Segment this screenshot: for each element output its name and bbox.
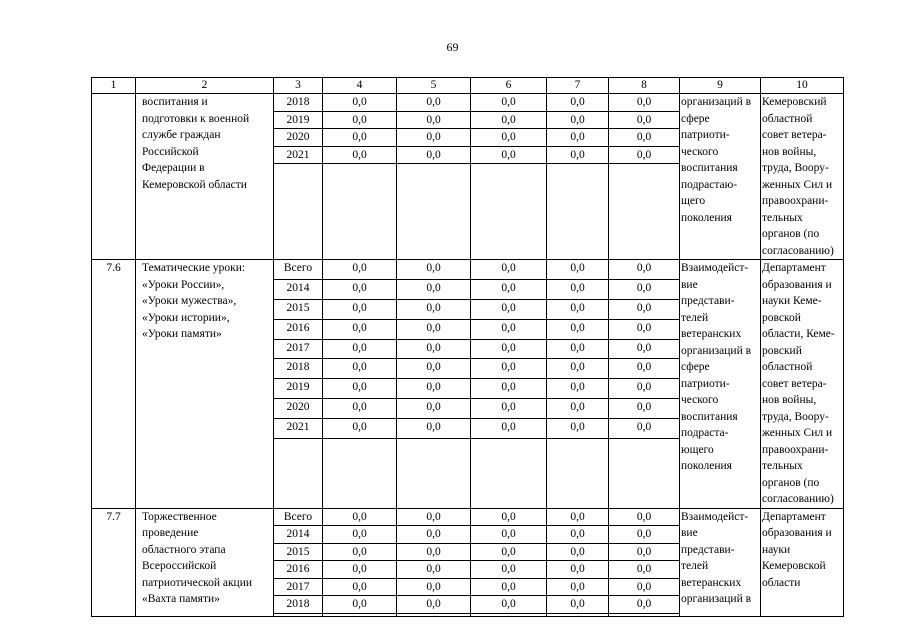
header-cell: 7 (547, 78, 609, 94)
year-cell: 2021 (274, 146, 323, 164)
value-cell: 0,0 (471, 111, 547, 129)
value-cell: 0,0 (323, 94, 397, 112)
empty-cell (274, 613, 323, 616)
value-cell: 0,0 (609, 596, 680, 614)
value-cell: 0,0 (547, 279, 609, 299)
indicator-cell: Взаимодейст- вие представи- телей ветеранских организаций в сфере патриоти- ческого воспитания подраста- ющего поколения (680, 260, 761, 509)
table-row (92, 260, 844, 280)
header-cell: 1 (92, 78, 136, 94)
program-table (91, 77, 844, 617)
item-title: воспитания и подготовки к военной службе граждан Российской Федерации в Кемеровской области (136, 94, 274, 260)
header-cell: 6 (471, 78, 547, 94)
value-cell: 0,0 (323, 543, 397, 561)
value-cell: 0,0 (397, 129, 471, 147)
value-cell: 0,0 (547, 111, 609, 129)
value-cell: 0,0 (323, 526, 397, 544)
value-cell: 0,0 (471, 561, 547, 579)
item-number: 7.6 (92, 260, 136, 509)
value-cell: 0,0 (397, 543, 471, 561)
value-cell: 0,0 (547, 596, 609, 614)
table-row (92, 94, 844, 112)
value-cell: 0,0 (323, 379, 397, 399)
value-cell: 0,0 (547, 260, 609, 280)
value-cell: 0,0 (471, 260, 547, 280)
value-cell: 0,0 (471, 526, 547, 544)
year-cell: Всего (274, 508, 323, 526)
value-cell: 0,0 (397, 299, 471, 319)
value-cell: 0,0 (397, 146, 471, 164)
value-cell: 0,0 (547, 561, 609, 579)
value-cell: 0,0 (471, 94, 547, 112)
item-title: Торжественное проведение областного этапа Всероссийской патриотической акции «Вахта памяти» (136, 508, 274, 616)
year-cell: 2017 (274, 578, 323, 596)
value-cell: 0,0 (471, 543, 547, 561)
value-cell: 0,0 (323, 319, 397, 339)
value-cell: 0,0 (323, 508, 397, 526)
empty-cell (471, 613, 547, 616)
year-cell: 2019 (274, 379, 323, 399)
value-cell: 0,0 (323, 578, 397, 596)
empty-cell (323, 613, 397, 616)
header-cell: 5 (397, 78, 471, 94)
year-cell: 2014 (274, 526, 323, 544)
value-cell: 0,0 (547, 508, 609, 526)
item-title: Тематические уроки: «Уроки России», «Уроки мужества», «Уроки истории», «Уроки памяти» (136, 260, 274, 509)
value-cell: 0,0 (609, 339, 680, 359)
value-cell: 0,0 (323, 260, 397, 280)
header-cell: 3 (274, 78, 323, 94)
empty-cell (397, 439, 471, 508)
value-cell: 0,0 (323, 596, 397, 614)
value-cell: 0,0 (397, 561, 471, 579)
header-cell: 9 (680, 78, 761, 94)
header-cell: 8 (609, 78, 680, 94)
value-cell: 0,0 (323, 299, 397, 319)
value-cell: 0,0 (323, 399, 397, 419)
value-cell: 0,0 (547, 399, 609, 419)
value-cell: 0,0 (397, 379, 471, 399)
year-cell: 2016 (274, 561, 323, 579)
year-cell: 2018 (274, 596, 323, 614)
empty-cell (471, 164, 547, 260)
year-cell: 2017 (274, 339, 323, 359)
year-cell: 2018 (274, 94, 323, 112)
value-cell: 0,0 (609, 561, 680, 579)
value-cell: 0,0 (609, 279, 680, 299)
value-cell: 0,0 (471, 578, 547, 596)
value-cell: 0,0 (609, 146, 680, 164)
value-cell: 0,0 (609, 543, 680, 561)
responsible-cell: Департамент образования и науки Кемеровской области (761, 508, 844, 616)
value-cell: 0,0 (397, 279, 471, 299)
value-cell: 0,0 (397, 399, 471, 419)
year-cell: 2016 (274, 319, 323, 339)
value-cell: 0,0 (547, 129, 609, 147)
value-cell: 0,0 (471, 129, 547, 147)
year-cell: 2020 (274, 129, 323, 147)
empty-cell (274, 164, 323, 260)
value-cell: 0,0 (323, 146, 397, 164)
value-cell: 0,0 (609, 526, 680, 544)
item-number (92, 94, 136, 260)
empty-cell (547, 613, 609, 616)
page-number: 69 (446, 40, 459, 54)
empty-cell (609, 439, 680, 508)
value-cell: 0,0 (609, 379, 680, 399)
empty-cell (547, 164, 609, 260)
value-cell: 0,0 (471, 299, 547, 319)
value-cell: 0,0 (609, 111, 680, 129)
empty-cell (323, 164, 397, 260)
year-cell: 2019 (274, 111, 323, 129)
column-number-row (92, 78, 844, 94)
value-cell: 0,0 (323, 359, 397, 379)
year-cell: 2018 (274, 359, 323, 379)
value-cell: 0,0 (609, 260, 680, 280)
value-cell: 0,0 (397, 339, 471, 359)
value-cell: 0,0 (609, 359, 680, 379)
value-cell: 0,0 (547, 299, 609, 319)
value-cell: 0,0 (397, 526, 471, 544)
item-number: 7.7 (92, 508, 136, 616)
value-cell: 0,0 (323, 129, 397, 147)
value-cell: 0,0 (609, 299, 680, 319)
responsible-cell: Департамент образования и науки Кеме- ровской области, Кеме- ровский областной совет ветера- нов войны, труда, Воору- женных Сил и правоохрани- тельных органов (по согласованию) (761, 260, 844, 509)
value-cell: 0,0 (471, 319, 547, 339)
empty-cell (274, 439, 323, 508)
value-cell: 0,0 (609, 419, 680, 439)
value-cell: 0,0 (547, 146, 609, 164)
year-cell: 2015 (274, 543, 323, 561)
value-cell: 0,0 (323, 111, 397, 129)
year-cell: 2015 (274, 299, 323, 319)
value-cell: 0,0 (547, 526, 609, 544)
value-cell: 0,0 (397, 578, 471, 596)
value-cell: 0,0 (471, 596, 547, 614)
value-cell: 0,0 (609, 508, 680, 526)
value-cell: 0,0 (547, 419, 609, 439)
value-cell: 0,0 (609, 399, 680, 419)
value-cell: 0,0 (547, 543, 609, 561)
value-cell: 0,0 (471, 508, 547, 526)
value-cell: 0,0 (547, 319, 609, 339)
value-cell: 0,0 (547, 94, 609, 112)
empty-cell (397, 164, 471, 260)
empty-cell (609, 613, 680, 616)
value-cell: 0,0 (471, 339, 547, 359)
value-cell: 0,0 (323, 561, 397, 579)
year-cell: 2021 (274, 419, 323, 439)
value-cell: 0,0 (471, 419, 547, 439)
value-cell: 0,0 (471, 279, 547, 299)
value-cell: 0,0 (609, 578, 680, 596)
empty-cell (323, 439, 397, 508)
header-cell: 10 (761, 78, 844, 94)
empty-cell (609, 164, 680, 260)
responsible-cell: Кемеровский областной совет ветера- нов войны, труда, Воору- женных Сил и правоохрани- тельных органов (по согласованию) (761, 94, 844, 260)
value-cell: 0,0 (547, 359, 609, 379)
value-cell: 0,0 (323, 419, 397, 439)
value-cell: 0,0 (471, 379, 547, 399)
value-cell: 0,0 (397, 359, 471, 379)
value-cell: 0,0 (397, 508, 471, 526)
value-cell: 0,0 (609, 129, 680, 147)
table-row (92, 508, 844, 526)
value-cell: 0,0 (397, 94, 471, 112)
value-cell: 0,0 (547, 339, 609, 359)
indicator-cell: Взаимодейст- вие представи- телей ветеранских организаций в (680, 508, 761, 616)
value-cell: 0,0 (397, 260, 471, 280)
year-cell: 2014 (274, 279, 323, 299)
year-cell: Всего (274, 260, 323, 280)
year-cell: 2020 (274, 399, 323, 419)
indicator-cell: организаций в сфере патриоти- ческого воспитания подрастаю- щего поколения (680, 94, 761, 260)
header-cell: 4 (323, 78, 397, 94)
value-cell: 0,0 (323, 279, 397, 299)
value-cell: 0,0 (397, 596, 471, 614)
value-cell: 0,0 (471, 146, 547, 164)
value-cell: 0,0 (547, 578, 609, 596)
value-cell: 0,0 (547, 379, 609, 399)
value-cell: 0,0 (471, 359, 547, 379)
header-cell: 2 (136, 78, 274, 94)
value-cell: 0,0 (471, 399, 547, 419)
value-cell: 0,0 (397, 111, 471, 129)
empty-cell (547, 439, 609, 508)
value-cell: 0,0 (397, 319, 471, 339)
empty-cell (397, 613, 471, 616)
value-cell: 0,0 (323, 339, 397, 359)
value-cell: 0,0 (609, 319, 680, 339)
empty-cell (471, 439, 547, 508)
value-cell: 0,0 (397, 419, 471, 439)
value-cell: 0,0 (609, 94, 680, 112)
